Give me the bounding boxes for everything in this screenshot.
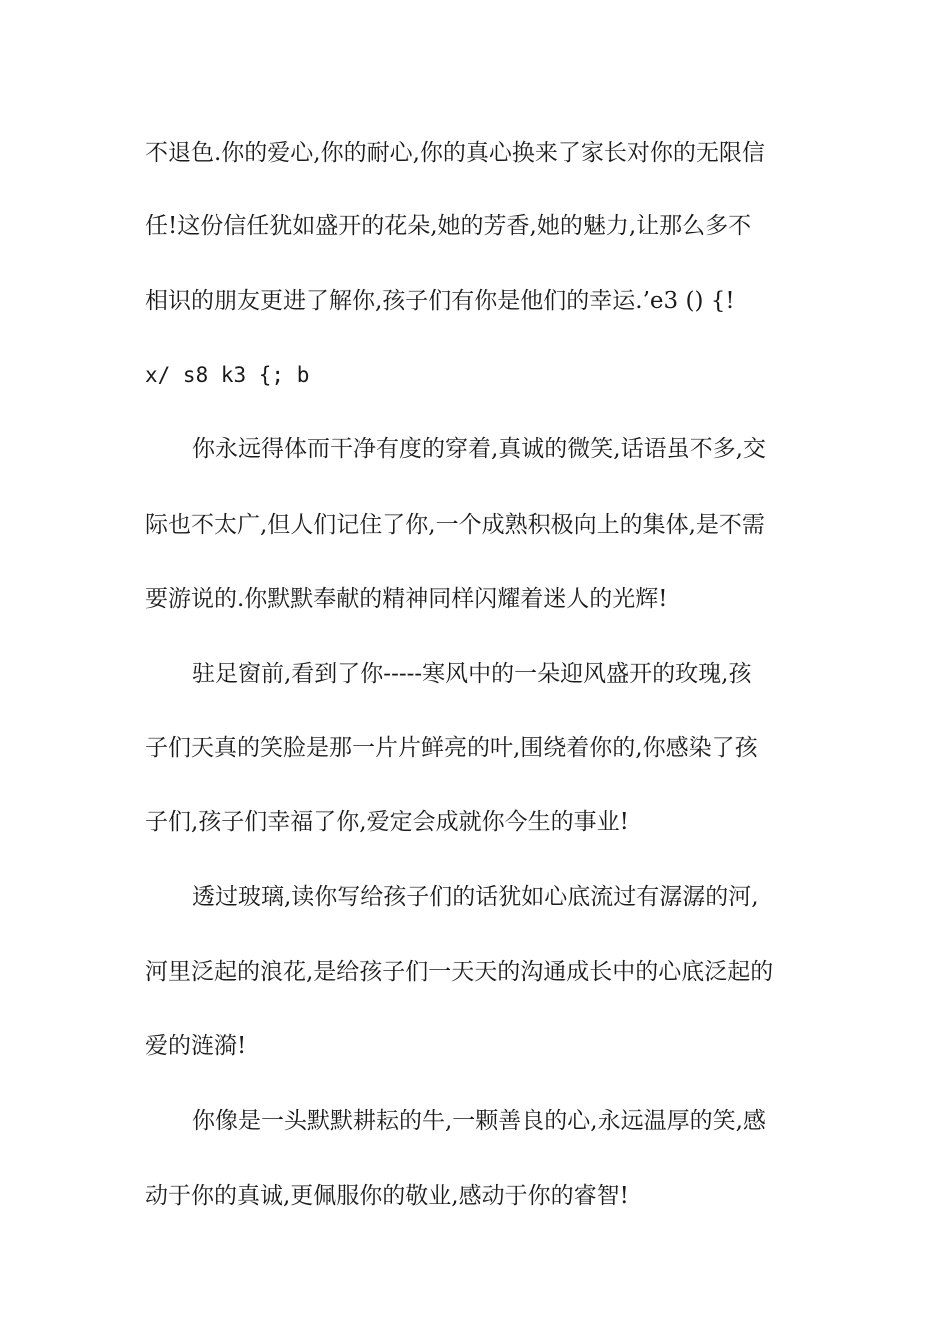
text-line: 子们,孩子们幸福了你,爱定会成就你今生的事业!: [145, 809, 629, 835]
paragraph-start-line: 透过玻璃,读你写给孩子们的话犹如心底流过有潺潺的河,: [192, 884, 759, 910]
text-line: 任!这份信任犹如盛开的花朵,她的芳香,她的魅力,让那么多不: [145, 213, 752, 239]
text-line: 相识的朋友更进了解你,孩子们有你是他们的幸运.’e3 () {!: [145, 288, 735, 314]
text-line-garbled: x/ s8 k3 {; b: [145, 363, 310, 387]
paragraph-start-line: 你永远得体而干净有度的穿着,真诚的微笑,话语虽不多,交: [192, 436, 766, 462]
text-line: 子们天真的笑脸是那一片片鲜亮的叶,围绕着你的,你感染了孩: [145, 735, 758, 761]
paragraph-start-line: 你像是一头默默耕耘的牛,一颗善良的心,永远温厚的笑,感: [192, 1108, 766, 1134]
paragraph-start-line: 驻足窗前,看到了你-----寒风中的一朵迎风盛开的玫瑰,孩: [192, 661, 752, 687]
text-line: 河里泛起的浪花,是给孩子们一天天的沟通成长中的心底泛起的: [145, 959, 774, 985]
text-line: 不退色.你的爱心,你的耐心,你的真心换来了家长对你的无限信: [145, 140, 765, 166]
text-line: 动于你的真诚,更佩服你的敬业,感动于你的睿智!: [145, 1183, 629, 1209]
text-line: 际也不太广,但人们记住了你,一个成熟积极向上的集体,是不需: [145, 512, 765, 538]
text-line: 爱的涟漪!: [145, 1033, 247, 1059]
text-line: 要游说的.你默默奉献的精神同样闪耀着迷人的光辉!: [145, 586, 668, 612]
